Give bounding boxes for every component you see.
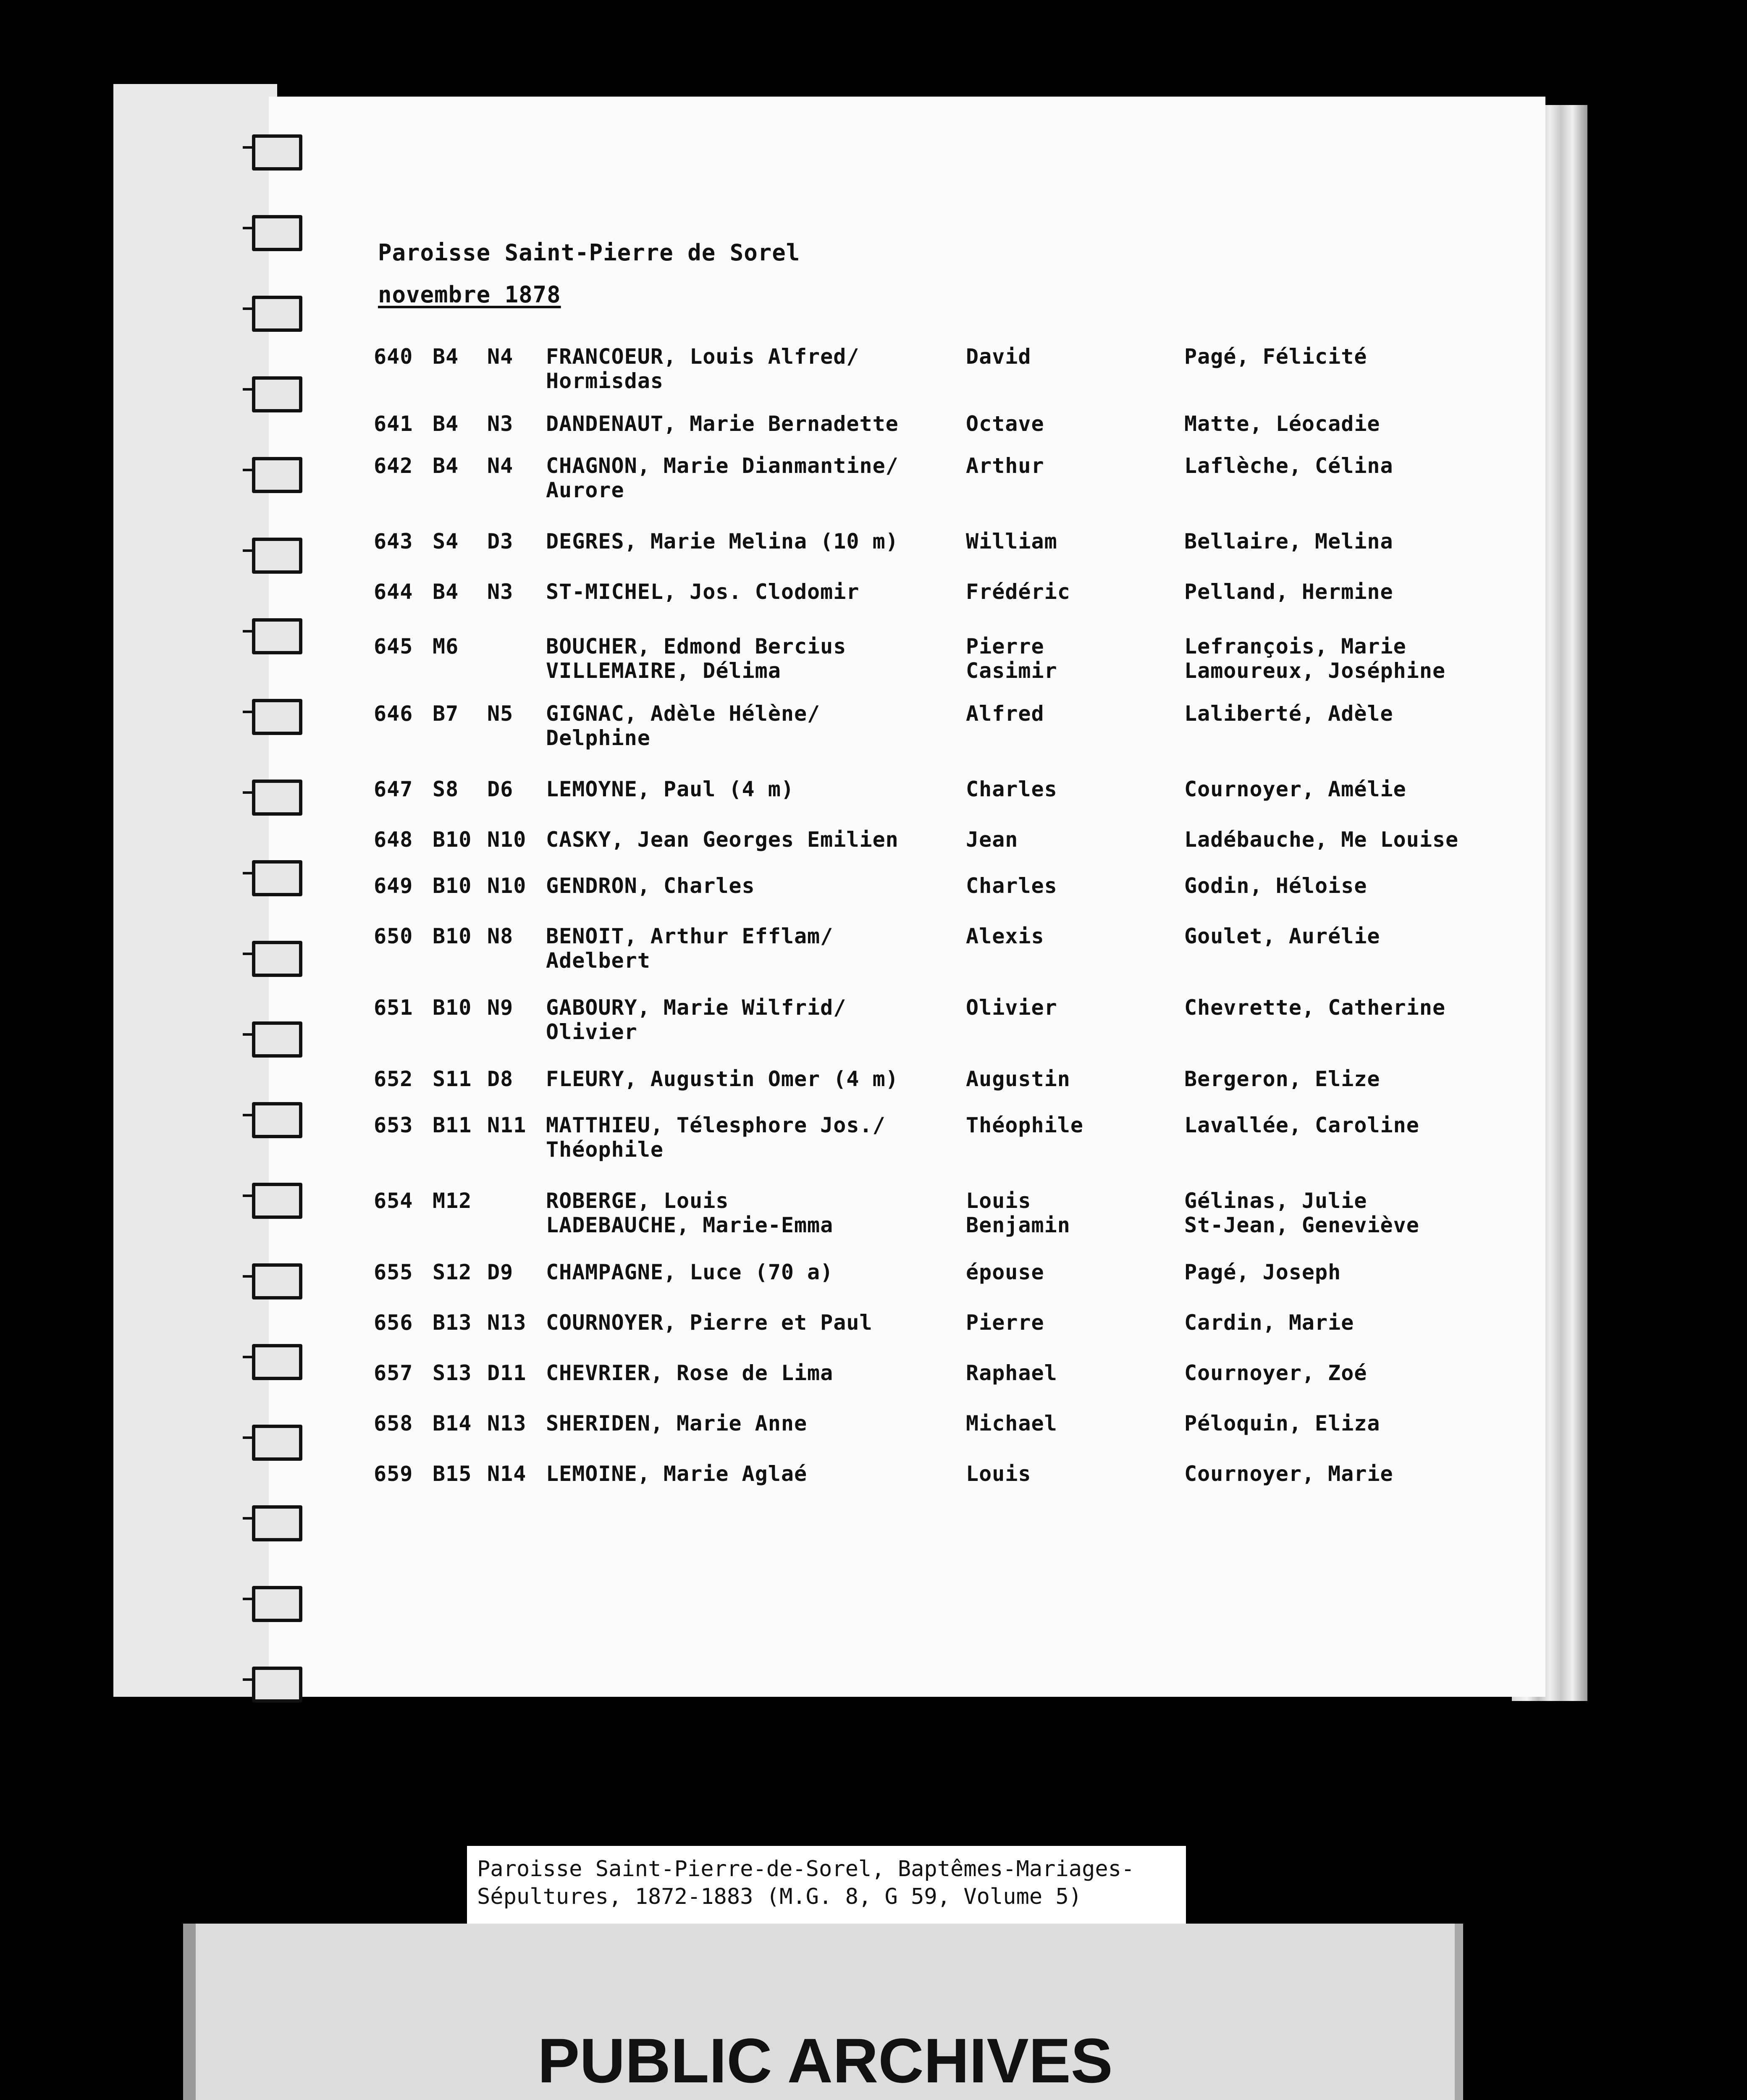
entry-father: Raphael	[966, 1361, 1057, 1385]
entry-act-code: B11	[433, 1113, 472, 1137]
register-row	[0, 1189, 1747, 1247]
entry-number: 653	[374, 1113, 413, 1137]
entry-act-code: S12	[433, 1260, 472, 1284]
entry-name: LEMOYNE, Paul (4 m)	[546, 777, 794, 801]
entry-act-code: B10	[433, 874, 472, 898]
entry-sequence-code: N14	[487, 1462, 527, 1486]
register-row	[0, 995, 1747, 1054]
entry-number: 654	[374, 1189, 413, 1213]
entry-name: GENDRON, Charles	[546, 874, 755, 898]
entry-act-code: M6	[433, 634, 459, 659]
register-row	[0, 1361, 1747, 1420]
register-row	[0, 777, 1747, 836]
entry-number: 642	[374, 454, 413, 478]
entry-number: 648	[374, 827, 413, 852]
caption-line-2: Sépultures, 1872-1883 (M.G. 8, G 59, Volume 5)	[477, 1884, 1082, 1909]
entry-name: GABOURY, Marie Wilfrid/ Olivier	[546, 995, 847, 1044]
entry-name: SHERIDEN, Marie Anne	[546, 1411, 808, 1436]
binding-ring	[252, 134, 302, 171]
entry-name: CHAGNON, Marie Dianmantine/ Aurore	[546, 454, 899, 502]
entry-mother: Matte, Léocadie	[1184, 412, 1380, 436]
entry-father: Octave	[966, 412, 1044, 436]
entry-act-code: B14	[433, 1411, 472, 1436]
entry-name: ROBERGE, Louis LADEBAUCHE, Marie-Emma	[546, 1189, 834, 1237]
entry-sequence-code: D6	[487, 777, 514, 801]
register-row	[0, 1462, 1747, 1520]
entry-sequence-code: N5	[487, 701, 514, 726]
entry-mother: Gélinas, Julie St-Jean, Geneviève	[1184, 1189, 1419, 1237]
entry-act-code: S4	[433, 529, 459, 554]
entry-sequence-code: N4	[487, 454, 514, 478]
entry-number: 656	[374, 1310, 413, 1335]
entry-mother: Chevrette, Catherine	[1184, 995, 1446, 1020]
binding-ring	[252, 1586, 302, 1622]
entry-sequence-code: N3	[487, 412, 514, 436]
entry-sequence-code: D8	[487, 1067, 514, 1091]
entry-name: FLEURY, Augustin Omer (4 m)	[546, 1067, 899, 1091]
entry-name: CHEVRIER, Rose de Lima	[546, 1361, 834, 1385]
entry-father: Charles	[966, 777, 1057, 801]
entry-number: 655	[374, 1260, 413, 1284]
entry-act-code: M12	[433, 1189, 472, 1213]
entry-mother: Cournoyer, Marie	[1184, 1462, 1393, 1486]
entry-father: Augustin	[966, 1067, 1070, 1091]
binding-ring	[252, 296, 302, 332]
register-row	[0, 874, 1747, 932]
entry-father: Théophile	[966, 1113, 1083, 1137]
register-row	[0, 344, 1747, 403]
plate-line-public-archives: PUBLIC ARCHIVES	[538, 2025, 1113, 2096]
entry-name: CHAMPAGNE, Luce (70 a)	[546, 1260, 834, 1284]
entry-mother: Laliberté, Adèle	[1184, 701, 1393, 726]
entry-father: Frédéric	[966, 580, 1070, 604]
entry-father: David	[966, 344, 1031, 369]
entry-act-code: B15	[433, 1462, 472, 1486]
entry-act-code: S8	[433, 777, 459, 801]
entry-name: CASKY, Jean Georges Emilien	[546, 827, 899, 852]
entry-sequence-code: N10	[487, 827, 527, 852]
entry-sequence-code: D3	[487, 529, 514, 554]
entry-mother: Pagé, Félicité	[1184, 344, 1367, 369]
caption-line-1: Paroisse Saint-Pierre-de-Sorel, Baptêmes-Mariages-	[477, 1856, 1135, 1882]
entry-number: 652	[374, 1067, 413, 1091]
binding-ring	[252, 1667, 302, 1703]
entry-name: GIGNAC, Adèle Hélène/ Delphine	[546, 701, 821, 750]
entry-sequence-code: N13	[487, 1310, 527, 1335]
entry-mother: Ladébauche, Me Louise	[1184, 827, 1459, 852]
entry-father: William	[966, 529, 1057, 554]
entry-father: Louis Benjamin	[966, 1189, 1070, 1237]
register-row	[0, 634, 1747, 693]
entry-number: 657	[374, 1361, 413, 1385]
entry-mother: Goulet, Aurélie	[1184, 924, 1380, 948]
entry-father: Alfred	[966, 701, 1044, 726]
entry-number: 645	[374, 634, 413, 659]
register-row	[0, 1411, 1747, 1470]
entry-sequence-code: N4	[487, 344, 514, 369]
entry-mother: Laflèche, Célina	[1184, 454, 1393, 478]
entry-act-code: B10	[433, 827, 472, 852]
register-row	[0, 580, 1747, 638]
entry-name: DEGRES, Marie Melina (10 m)	[546, 529, 899, 554]
archives-plate	[183, 1924, 1463, 2100]
register-row	[0, 529, 1747, 588]
entry-mother: Péloquin, Eliza	[1184, 1411, 1380, 1436]
entry-number: 647	[374, 777, 413, 801]
register-row	[0, 1260, 1747, 1319]
entry-name: BOUCHER, Edmond Bercius VILLEMAIRE, Délima	[546, 634, 847, 683]
entry-sequence-code: N11	[487, 1113, 527, 1137]
entry-name: BENOIT, Arthur Efflam/ Adelbert	[546, 924, 834, 973]
entry-name: LEMOINE, Marie Aglaé	[546, 1462, 808, 1486]
entry-father: Alexis	[966, 924, 1044, 948]
entry-act-code: B10	[433, 924, 472, 948]
entry-sequence-code: D9	[487, 1260, 514, 1284]
entry-sequence-code: N10	[487, 874, 527, 898]
register-row	[0, 924, 1747, 983]
entry-number: 640	[374, 344, 413, 369]
entry-name: ST-MICHEL, Jos. Clodomir	[546, 580, 860, 604]
entry-mother: Bergeron, Elize	[1184, 1067, 1380, 1091]
entry-father: épouse	[966, 1260, 1044, 1284]
entry-mother: Pelland, Hermine	[1184, 580, 1393, 604]
entry-father: Charles	[966, 874, 1057, 898]
entry-father: Pierre	[966, 1310, 1044, 1335]
entry-act-code: B7	[433, 701, 459, 726]
entry-name: FRANCOEUR, Louis Alfred/ Hormisdas	[546, 344, 860, 393]
entry-number: 651	[374, 995, 413, 1020]
entry-number: 658	[374, 1411, 413, 1436]
entry-name: DANDENAUT, Marie Bernadette	[546, 412, 899, 436]
entry-number: 650	[374, 924, 413, 948]
entry-sequence-code: N13	[487, 1411, 527, 1436]
entry-mother: Cournoyer, Amélie	[1184, 777, 1406, 801]
entry-mother: Cardin, Marie	[1184, 1310, 1354, 1335]
entry-father: Arthur	[966, 454, 1044, 478]
entry-act-code: B4	[433, 580, 459, 604]
entry-father: Olivier	[966, 995, 1057, 1020]
entry-mother: Godin, Héloise	[1184, 874, 1367, 898]
entry-act-code: B4	[433, 454, 459, 478]
entry-number: 641	[374, 412, 413, 436]
entry-mother: Lavallée, Caroline	[1184, 1113, 1419, 1137]
entry-sequence-code: N3	[487, 580, 514, 604]
entry-mother: Pagé, Joseph	[1184, 1260, 1341, 1284]
entry-number: 649	[374, 874, 413, 898]
entry-act-code: S11	[433, 1067, 472, 1091]
entry-number: 644	[374, 580, 413, 604]
entry-act-code: B4	[433, 412, 459, 436]
entry-father: Jean	[966, 827, 1018, 852]
entry-number: 646	[374, 701, 413, 726]
register-row	[0, 1310, 1747, 1369]
entry-sequence-code: N8	[487, 924, 514, 948]
entry-mother: Lefrançois, Marie Lamoureux, Joséphine	[1184, 634, 1446, 683]
entry-father: Michael	[966, 1411, 1057, 1436]
entry-father: Louis	[966, 1462, 1031, 1486]
binding-ring	[252, 215, 302, 251]
entry-act-code: B13	[433, 1310, 472, 1335]
month-heading: novembre 1878	[378, 281, 561, 308]
entry-number: 643	[374, 529, 413, 554]
parish-title: Paroisse Saint-Pierre de Sorel	[378, 239, 800, 266]
register-row	[0, 454, 1747, 512]
register-row	[0, 1113, 1747, 1172]
entry-act-code: S13	[433, 1361, 472, 1385]
entry-name: COURNOYER, Pierre et Paul	[546, 1310, 873, 1335]
entry-number: 659	[374, 1462, 413, 1486]
entry-sequence-code: N9	[487, 995, 514, 1020]
entry-mother: Cournoyer, Zoé	[1184, 1361, 1367, 1385]
entry-mother: Bellaire, Melina	[1184, 529, 1393, 554]
register-row	[0, 701, 1747, 760]
entry-act-code: B4	[433, 344, 459, 369]
entry-father: Pierre Casimir	[966, 634, 1057, 683]
entry-act-code: B10	[433, 995, 472, 1020]
entry-name: MATTHIEU, Télesphore Jos./ Théophile	[546, 1113, 886, 1162]
entry-sequence-code: D11	[487, 1361, 527, 1385]
